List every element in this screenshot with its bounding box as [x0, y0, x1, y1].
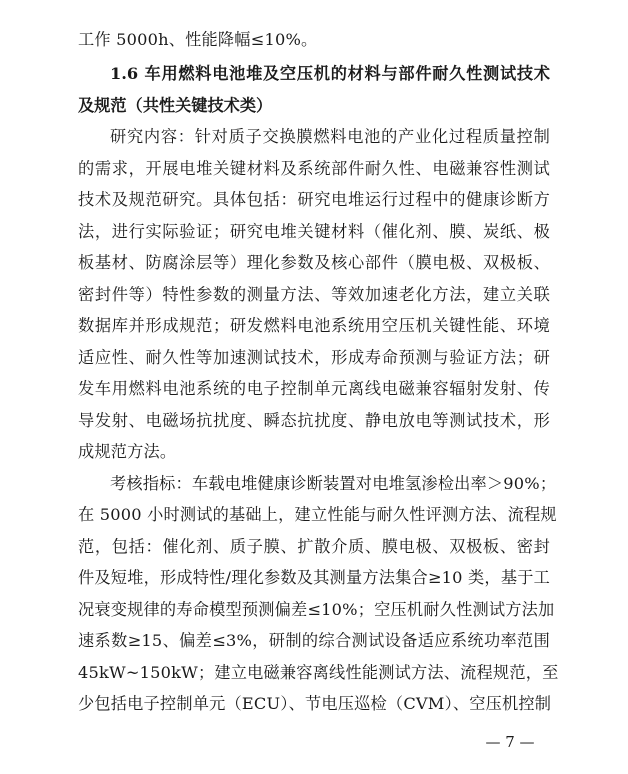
- paragraph-line: 45kW~150kW；建立电磁兼容离线性能测试方法、流程规范，至: [78, 663, 559, 682]
- section-heading: 1.6 车用燃料电池堆及空压机的材料与部件耐久性测试技术: [110, 64, 550, 83]
- page-number: — 7 —: [485, 733, 535, 751]
- paragraph-line: 少包括电子控制单元（ECU）、节电压巡检（CVM）、空压机控制: [78, 694, 552, 713]
- text-line: 工作 5000h、性能降幅≤10%。: [78, 30, 318, 49]
- paragraph-line: 板基材、防腐涂层等）理化参数及核心部件（膜电极、双极板、: [78, 253, 550, 272]
- paragraph-line: 适应性、耐久性等加速测试技术，形成寿命预测与验证方法；研: [78, 348, 550, 367]
- paragraph-line: 数据库并形成规范；研发燃料电池系统用空压机关键性能、环境: [78, 316, 550, 335]
- paragraph-line: 速系数≥15、偏差≤3%，研制的综合测试设备适应系统功率范围: [78, 631, 550, 650]
- paragraph-line: 密封件等）特性参数的测量方法、等效加速老化方法，建立关联: [78, 285, 550, 304]
- section-heading-continued: 及规范（共性关键技术类）: [78, 96, 273, 115]
- paragraph-line: 考核指标：车载电堆健康诊断装置对电堆氢渗检出率＞90%；: [110, 474, 557, 493]
- paragraph-line: 导发射、电磁场抗扰度、瞬态抗扰度、静电放电等测试技术，形: [78, 411, 550, 430]
- paragraph-line: 发车用燃料电池系统的电子控制单元离线电磁兼容辐射发射、传: [78, 379, 550, 398]
- paragraph-line: 技术及规范研究。具体包括：研究电堆运行过程中的健康诊断方: [78, 190, 550, 209]
- paragraph-line: 成规范方法。: [78, 442, 177, 461]
- paragraph-line: 研究内容：针对质子交换膜燃料电池的产业化过程质量控制: [110, 127, 550, 146]
- paragraph-line: 件及短堆，形成特性/理化参数及其测量方法集合≥10 类，基于工: [78, 568, 550, 587]
- paragraph-line: 在 5000 小时测试的基础上，建立性能与耐久性评测方法、流程规: [78, 505, 557, 524]
- paragraph-line: 范，包括：催化剂、质子膜、扩散介质、膜电极、双极板、密封: [78, 537, 550, 556]
- paragraph-line: 况衰变规律的寿命模型预测偏差≤10%；空压机耐久性测试方法加: [78, 600, 555, 619]
- paragraph-line: 的需求，开展电堆关键材料及系统部件耐久性、电磁兼容性测试: [78, 159, 550, 178]
- paragraph-line: 法，进行实际验证；研究电堆关键材料（催化剂、膜、炭纸、极: [78, 222, 550, 241]
